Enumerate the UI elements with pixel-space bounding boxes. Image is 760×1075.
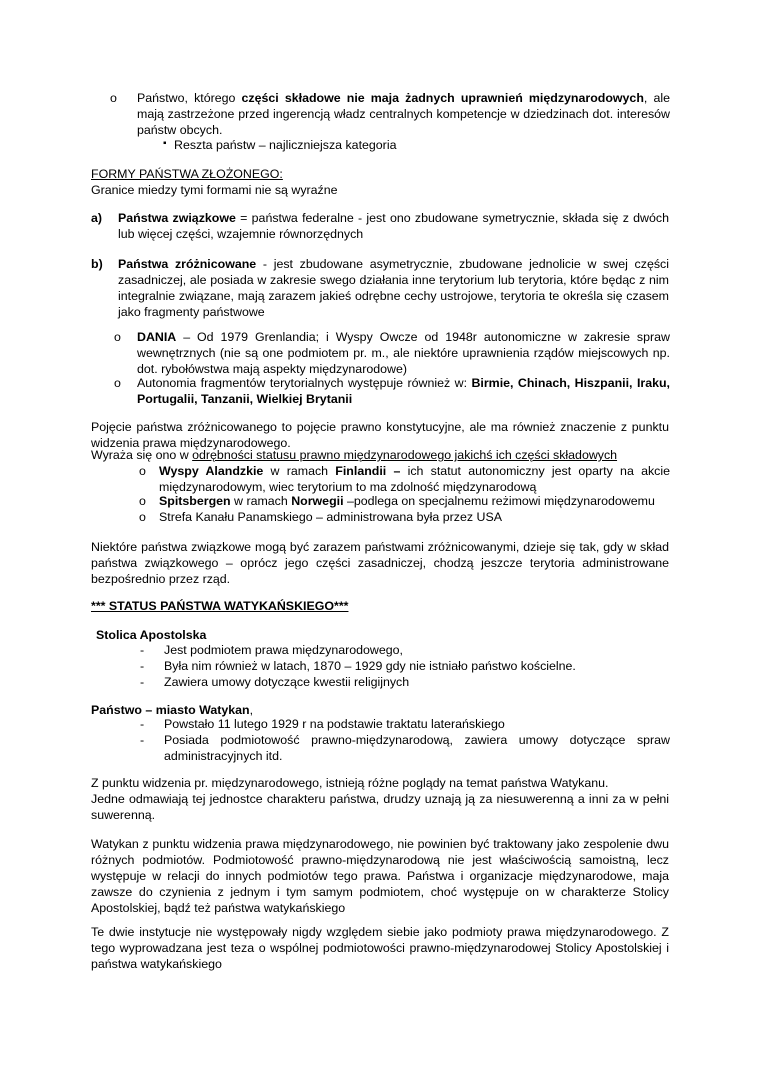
form-b <box>91 256 669 320</box>
vatican-paragraph-1: Z punktu widzenia pr. międzynarodowego, istnieją różne poglądy na temat państwa Watykanu. <box>91 776 609 790</box>
list-item: - Jest podmiotem prawa międzynarodowego, <box>140 643 403 657</box>
list-item: - Była nim również w latach, 1870 – 1929 gdy nie istniało państwo kościelne. <box>140 659 576 673</box>
intro-sub-item <box>163 137 663 153</box>
dash-marker: - <box>140 659 145 673</box>
forms-note: Granice miedzy tymi formami nie są wyraźne <box>91 183 338 197</box>
concept-expression: Wyraża się ono w odrębności statusu prawno międzynarodowego jakichś ich części składowych <box>91 448 618 462</box>
form-a-text: Państwa związkowe = państwa federalne - jest ono zbudowane symetrycznie, składa się z dwóch lub więcej części, wzajemnie równorzędnych <box>118 211 669 241</box>
list-marker: o <box>139 494 146 508</box>
dash-marker: - <box>140 733 145 747</box>
square-bullet-icon: ▪ <box>163 138 167 149</box>
concept-item-panama <box>139 509 670 525</box>
autonomy-text: Autonomia fragmentów terytorialnych występuje również w: Birmie, Chinach, Hiszpanii, Iraku, Portugalii, Tanzanii, Wielkiej Brytanii <box>137 376 670 406</box>
forms-heading: FORMY PAŃSTWA ZŁOŻONEGO: <box>91 167 283 181</box>
concept-item-aland <box>139 463 670 495</box>
panama-text: Strefa Kanału Panamskiego – administrowana była przez USA <box>159 510 502 524</box>
list-marker: o <box>139 464 146 478</box>
vatican-paragraph-4: Te dwie instytucje nie występowały nigdy względem siebie jako podmioty prawa międzynarodowego. Z tego wyprowadzana jest teza o wspólnej podmiotowości prawno-międzynarodowej Stolicy Apostolskiej i państwa watykańskiego <box>91 925 669 971</box>
list-item: - Posiada podmiotowość prawno-międzynarodową, zawiera umowy dotyczące spraw administracyjnych itd. <box>140 733 670 763</box>
vatican-paragraph-3: Watykan z punktu widzenia prawa międzynarodowego, nie powinien być traktowany jako zespolenie dwu różnych podmiotów. Podmiotowość prawno-międzynarodową nie jest właściwością samoistną, lecz występuje w relacji do innych podmiotów tego prawa. Państwa i organizacje międzynarodowe, maja zawsze do czynienia z jednym i tym samym podmiotem, choć występuje on w charakterze Stolicy Apostolskiej, bądź też państwa watykańskiego <box>91 837 669 915</box>
city-state-title: Państwo – miasto Watykan, <box>91 703 254 717</box>
list-marker: o <box>114 330 121 344</box>
holy-see-list <box>140 642 670 690</box>
list-marker: o <box>139 510 146 524</box>
concept-paragraph: Pojęcie państwa zróżnicowanego to pojęcie prawno konstytucyjne, ale ma również znaczenie z punktu widzenia prawa międzynarodowego. <box>91 420 669 450</box>
intro-sub-text: Reszta państw – najliczniejsza kategoria <box>174 138 397 152</box>
form-b-item-autonomy <box>110 375 670 407</box>
form-b-item-dania <box>110 329 670 377</box>
form-b-text: Państwa zróżnicowane - jest zbudowane asymetrycznie, zbudowane jednolicie w swej części zasadniczej, ale posiada w zakresie swego działania inne terytorium lub terytoria, które będąc z nim integralnie związane, mają zarazem jakieś odrębne cechy ustrojowe, terytoria te określa się czasem jako fragmenty państwowe <box>118 257 669 319</box>
intro-paragraph: Państwo, którego części składowe nie maja żadnych uprawnień międzynarodowych, ale mają zastrzeżone przed ingerencją władz centralnych kompetencje w dziedzinach dot. interesów państw obcych. <box>137 91 670 137</box>
dash-marker: - <box>140 643 145 657</box>
form-a-label: a) <box>91 211 103 225</box>
form-a <box>91 210 669 242</box>
spitsbergen-text: Spitsbergen w ramach Norwegii –podlega on specjalnemu reżimowi międzynarodowemu <box>159 494 655 508</box>
dash-marker: - <box>140 675 145 689</box>
concept-closing-paragraph: Niektóre państwa związkowe mogą być zarazem państwami zróżnicowanymi, dzieje się tak, gdy w skład państwa związkowego – oprócz jego części zasadniczej, chodzą jeszcze terytoria administrowane bezpośrednio przez rząd. <box>91 540 669 586</box>
city-state-list <box>140 716 670 764</box>
list-item: - Powstało 11 lutego 1929 r na podstawie traktatu laterańskiego <box>140 717 505 731</box>
vatican-heading: *** STATUS PAŃSTWA WATYKAŃSKIEGO*** <box>91 599 349 613</box>
holy-see-title: Stolica Apostolska <box>96 628 207 642</box>
list-item: - Zawiera umowy dotyczące kwestii religijnych <box>140 675 410 689</box>
intro-list-item <box>110 90 670 138</box>
dash-marker: - <box>140 717 145 731</box>
list-marker: o <box>114 376 121 390</box>
dania-text: DANIA – Od 1979 Grenlandia; i Wyspy Owcze od 1948r autonomiczne w zakresie spraw wewnętrznych (nie są one podmiotem pr. m., ale niektóre uprawnienia rządów miejscowych np. dot. rybołówstwa mają aspekty międzynarodowe) <box>137 330 670 376</box>
form-b-label: b) <box>91 257 103 271</box>
list-marker: o <box>110 91 117 105</box>
vatican-paragraph-2: Jedne odmawiają tej jednostce charakteru państwa, drudzy uznają ją za niesuwerenną a inni za w pełni suwerenną. <box>91 792 669 822</box>
concept-item-spitsbergen <box>139 493 670 509</box>
aland-text: Wyspy Alandzkie w ramach Finlandii – ich statut autonomiczny jest oparty na akcie międzynarodowym, wiec terytorium to ma zdolność międzynarodową <box>159 464 670 494</box>
